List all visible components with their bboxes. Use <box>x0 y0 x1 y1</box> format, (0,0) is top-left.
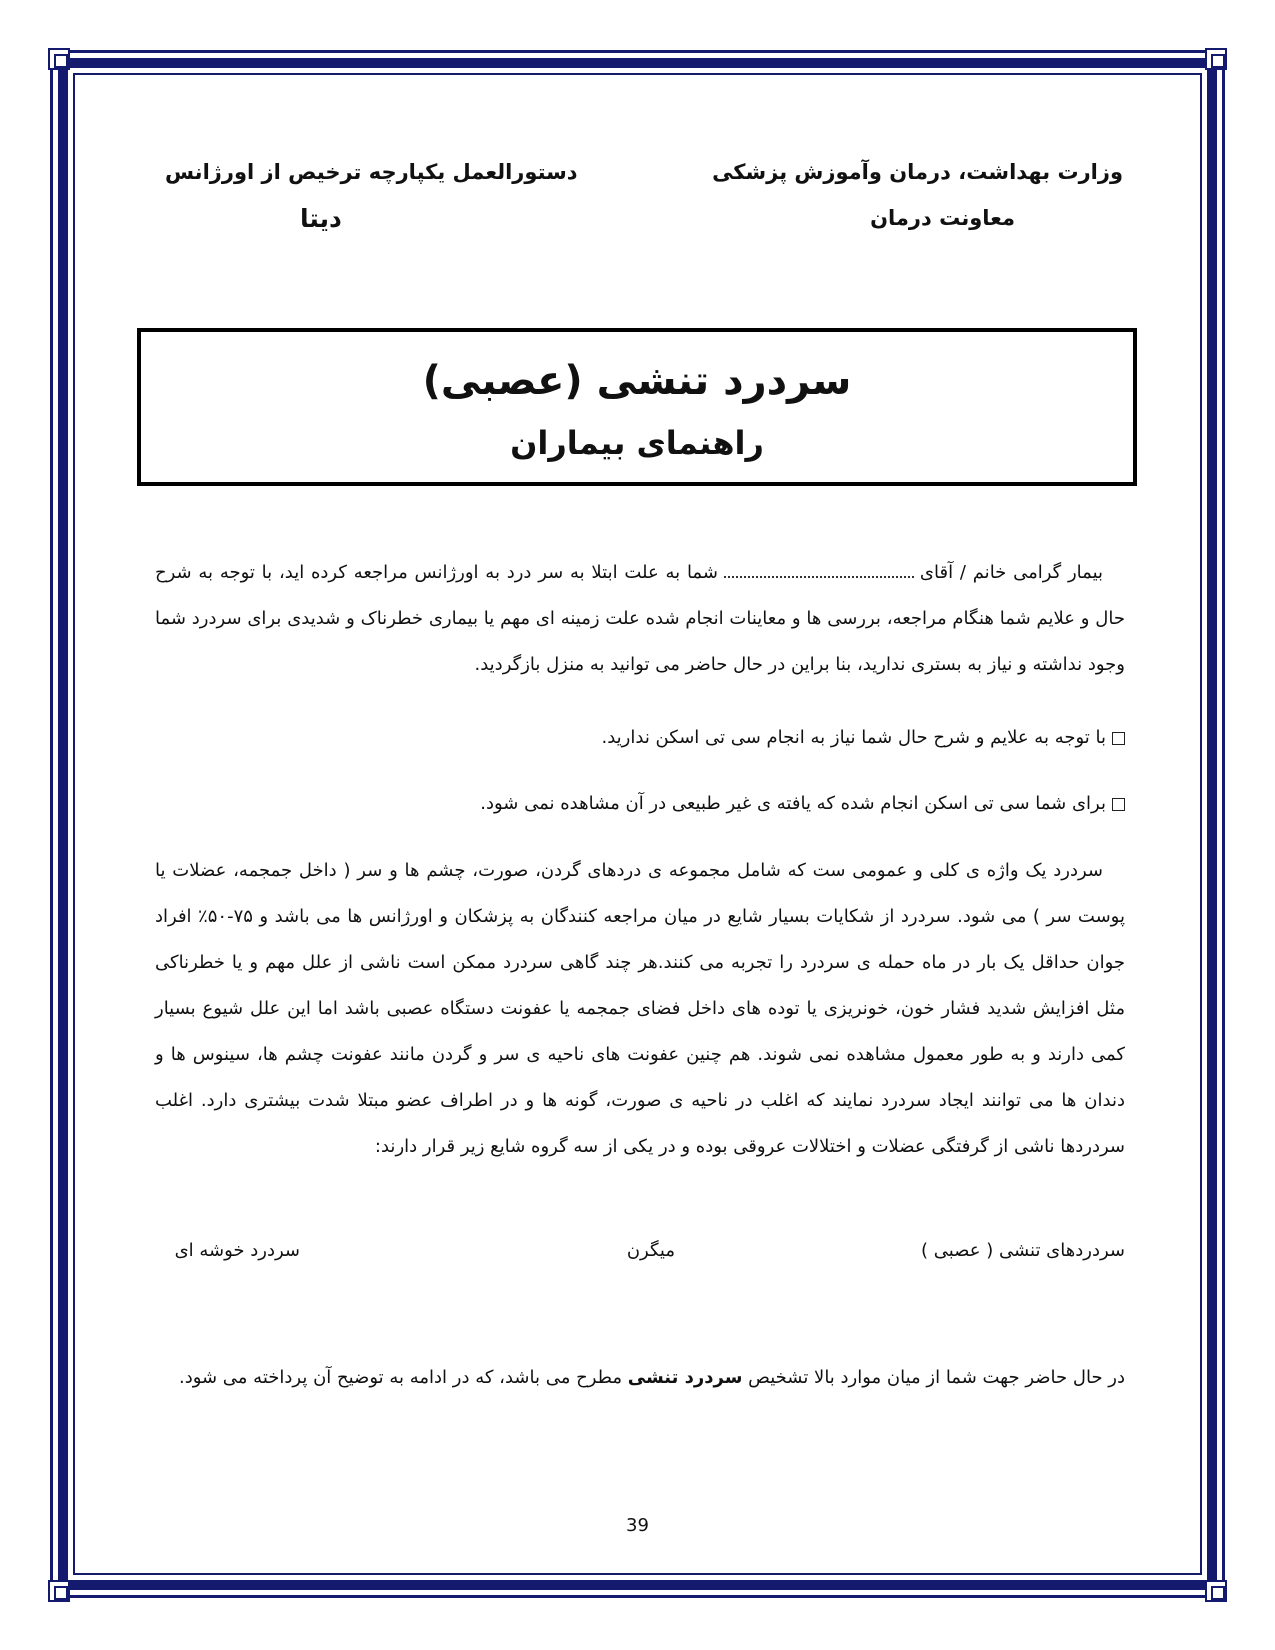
body-paragraph: سردرد یک واژه ی کلی و عمومی ست که شامل مجموعه ی دردهای گردن، صورت، چشم ها و سر ( داخل جمجمه، عضلات یا پوست سر ) می شود. سردرد از شکایات بسیار شایع در میان مراجعه کنندگان به پزشکان و اورژانس ها می باشد و ۷۵-۵۰٪ افراد جوان حداقل یک بار در ماه حمله ی سردرد را تجربه می کنند.هر چند گاهی سردرد ممکن است ناشی از علل مهم و یا خطرناکی مثل افزایش شدید فشار خون، خونریزی یا توده های داخل فضای جمجمه یا عفونت دستگاه عصبی باشد اما این علل شیوع بسیار کمی دارند و به طور معمول مشاهده نمی شوند. هم چنین عفونت های ناحیه ی سر و گردن مانند عفونت چشم ها، سینوس ها و دندان ها می توانند ایجاد سردرد نمایند که اغلب در ناحیه ی صورت، گونه ها و در اطراف عضو مبتلا شدت بیشتری دارد. اغلب سردردها ناشی از گرفتگی عضلات و اختلالات عروقی بوده و در یکی از سه گروه شایع زیر قرار دارند: <box>155 860 1125 1157</box>
program-name: دیتا <box>300 204 342 233</box>
ministry-name: وزارت بهداشت، درمان وآموزش پزشکی <box>712 160 1123 184</box>
page-subtitle: راهنمای بیماران <box>510 424 764 462</box>
name-blank-field <box>724 562 914 578</box>
department-name: معاونت درمان <box>870 206 1015 230</box>
corner-ornament-icon <box>48 48 70 70</box>
check-item-label: با توجه به علایم و شرح حال شما نیاز به انجام سی تی اسکن ندارید. <box>601 727 1106 748</box>
salutation: بیمار گرامی خانم / آقای <box>919 562 1104 583</box>
corner-ornament-icon <box>1205 1580 1227 1602</box>
corner-ornament-icon <box>1205 48 1227 70</box>
check-item <box>155 781 1125 827</box>
checkbox-icon[interactable] <box>1112 732 1125 745</box>
checkbox-icon[interactable] <box>1112 798 1125 811</box>
corner-ornament-icon <box>48 1580 70 1602</box>
check-item <box>155 715 1125 761</box>
title-box <box>137 328 1137 486</box>
diagnosis-text-after: مطرح می باشد، که در ادامه به توضیح آن پرداخته می شود. <box>178 1367 623 1388</box>
diagnosis-name: سردرد تنشی <box>627 1367 743 1388</box>
guideline-name: دستورالعمل یکپارچه ترخیص از اورژانس <box>165 160 578 184</box>
headache-type-item: سردرد خوشه ای <box>174 1240 300 1261</box>
headache-types-list <box>155 1240 1125 1280</box>
diagnosis-text-before: در حال حاضر جهت شما از میان موارد بالا تشخیص <box>748 1367 1125 1388</box>
intro-text: شما به علت ابتلا به سر درد به اورژانس مراجعه کرده اید، با توجه به شرح حال و علایم شما هنگام مراجعه، بررسی ها و معاینات انجام شده علت زمینه ای مهم یا بیماری خطرناک و شدیدی برای سردرد شما وجود نداشته و نیاز به بستری ندارید، بنا براین در حال حاضر می توانید به منزل بازگردید. <box>155 562 1125 675</box>
page-title: سردرد تنشی (عصبی) <box>422 358 852 404</box>
headache-type-item: میگرن <box>626 1240 675 1261</box>
diagnosis-paragraph <box>155 1355 1125 1401</box>
page-number: 39 <box>626 1515 649 1536</box>
headache-type-item: سردردهای تنشی ( عصبی ) <box>920 1240 1125 1261</box>
intro-paragraph <box>155 550 1125 688</box>
check-item-label: برای شما سی تی اسکن انجام شده که یافته ی غیر طبیعی در آن مشاهده نمی شود. <box>480 793 1106 814</box>
